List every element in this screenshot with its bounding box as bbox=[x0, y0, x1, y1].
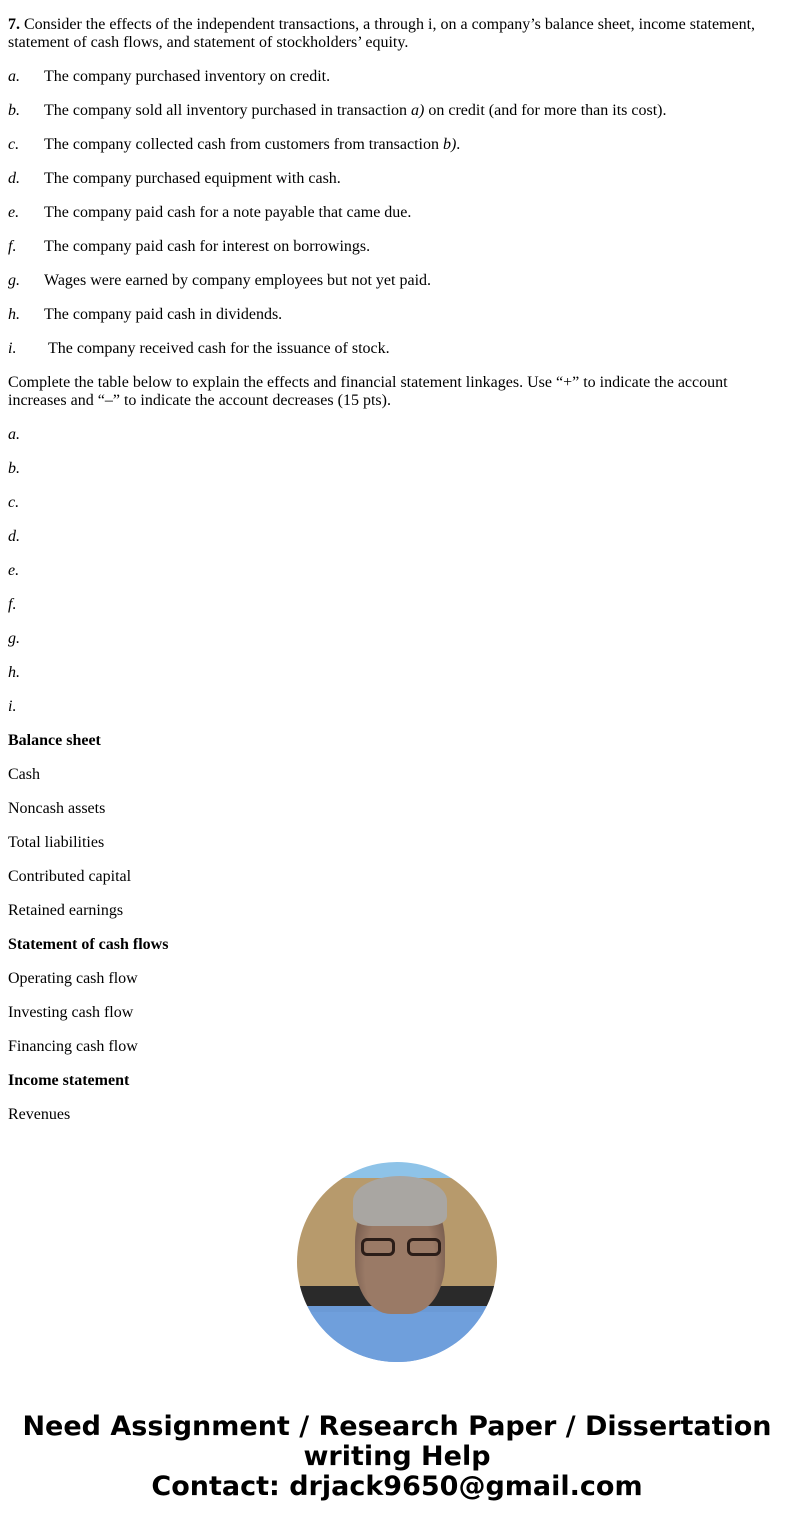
instructions: Complete the table below to explain the effects and financial statement linkages. Use “+” to indicate the account increases and “–” to indicate the account decreases (15 pts). bbox=[8, 374, 728, 409]
section-heading-income-statement: Income statement bbox=[8, 1072, 130, 1089]
transaction-f: f. The company paid cash for interest on borrowings. bbox=[8, 238, 371, 255]
transaction-g: g. Wages were earned by company employees but not yet paid. bbox=[8, 272, 432, 289]
author-avatar bbox=[297, 1162, 497, 1362]
transaction-c: c. The company collected cash from customers from transaction b). bbox=[8, 136, 461, 153]
row-cash: Cash bbox=[8, 766, 40, 783]
section-heading-balance-sheet: Balance sheet bbox=[8, 732, 101, 749]
row-investing-cash-flow: Investing cash flow bbox=[8, 1004, 134, 1021]
avatar-shirt bbox=[297, 1312, 497, 1362]
transaction-h: h. The company paid cash in dividends. bbox=[8, 306, 283, 323]
section-heading-cash-flows: Statement of cash flows bbox=[8, 936, 169, 953]
row-financing-cash-flow: Financing cash flow bbox=[8, 1038, 138, 1055]
avatar-glasses bbox=[361, 1238, 441, 1256]
transaction-i: i. The company received cash for the issuance of stock. bbox=[8, 340, 390, 357]
avatar-container bbox=[8, 1162, 786, 1362]
transaction-b: b. The company sold all inventory purchased in transaction a) on credit (and for more than its cost). bbox=[8, 102, 667, 119]
question-number: 7. bbox=[8, 16, 20, 33]
column-h: h. bbox=[8, 664, 20, 681]
footer-help-text: Need Assignment / Research Paper / Dissertation writing Help bbox=[22, 1411, 772, 1472]
row-operating-cash-flow: Operating cash flow bbox=[8, 970, 138, 987]
transaction-d: d. The company purchased equipment with cash. bbox=[8, 170, 341, 187]
column-b: b. bbox=[8, 460, 20, 477]
footer-contact-text: Contact: drjack9650@gmail.com bbox=[151, 1471, 643, 1502]
row-noncash-assets: Noncash assets bbox=[8, 800, 106, 817]
column-i: i. bbox=[8, 698, 17, 715]
transaction-e: e. The company paid cash for a note payable that came due. bbox=[8, 204, 412, 221]
row-retained-earnings: Retained earnings bbox=[8, 902, 124, 919]
column-f: f. bbox=[8, 596, 17, 613]
avatar-hair bbox=[353, 1176, 447, 1226]
contact-banner bbox=[8, 1412, 786, 1502]
column-g: g. bbox=[8, 630, 20, 647]
column-d: d. bbox=[8, 528, 20, 545]
row-contributed-capital: Contributed capital bbox=[8, 868, 132, 885]
column-a: a. bbox=[8, 426, 20, 443]
question-intro: 7. Consider the effects of the independent transactions, a through i, on a company’s balance sheet, income statement, statement of cash flows, and statement of stockholders’ equity. bbox=[8, 16, 756, 51]
column-c: c. bbox=[8, 494, 20, 511]
row-total-liabilities: Total liabilities bbox=[8, 834, 105, 851]
transaction-a: a. The company purchased inventory on credit. bbox=[8, 68, 331, 85]
row-revenues: Revenues bbox=[8, 1106, 71, 1123]
column-e: e. bbox=[8, 562, 20, 579]
